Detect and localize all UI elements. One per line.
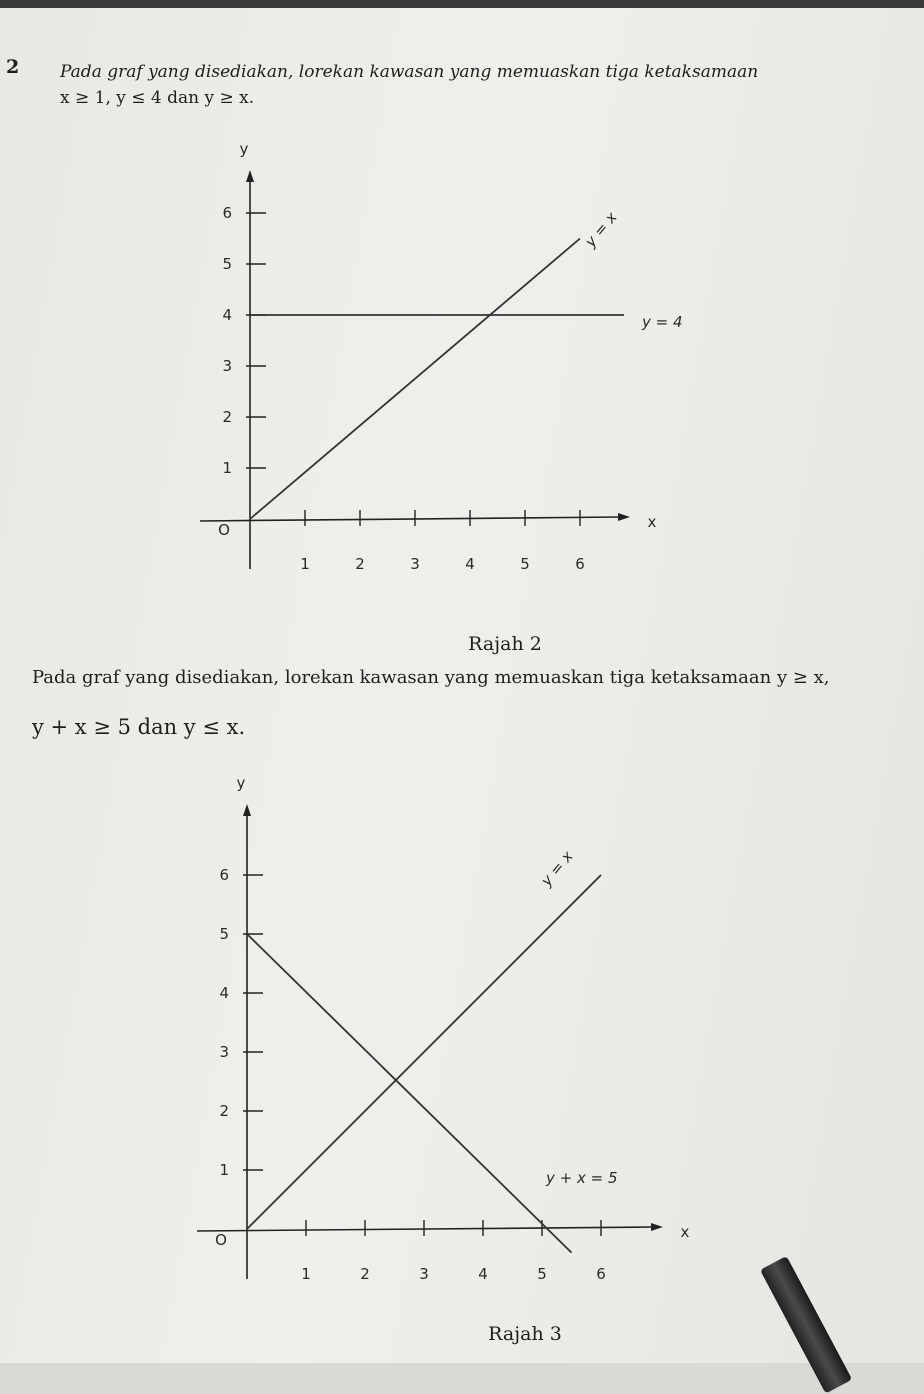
y-axis-arrow [243, 804, 251, 816]
question-part2-line1: Pada graf yang disediakan, lorekan kawasan yang memuaskan tiga ketaksamaan y ≥ x, [32, 667, 830, 688]
x-tick-label: 2 [355, 555, 365, 573]
y-axis-label: y [239, 140, 249, 158]
origin-label: O [218, 521, 230, 539]
y-tick-label: 3 [219, 1043, 229, 1061]
question-part2-line2: y + x ≥ 5 dan y ≤ x. [32, 715, 246, 739]
y-tick-label: 5 [222, 255, 232, 273]
question-number: 2 [6, 56, 20, 78]
origin-label: O [215, 1231, 227, 1249]
line-label: y + x = 5 [546, 1169, 618, 1187]
question-part1-line2: x ≥ 1, y ≤ 4 dan y ≥ x. [60, 88, 255, 108]
caption-rajah-3: Rajah 3 [488, 1323, 562, 1345]
y-tick-label: 5 [219, 925, 229, 943]
x-tick-label: 3 [410, 555, 420, 573]
y-tick-label: 3 [222, 357, 232, 375]
x-axis-arrow [651, 1223, 663, 1231]
x-axis [197, 1227, 653, 1231]
x-tick-label: 4 [478, 1265, 488, 1283]
y-tick-label: 2 [222, 408, 232, 426]
x-axis-label: x [680, 1223, 690, 1241]
y-tick-label: 6 [222, 204, 232, 222]
caption-rajah-2: Rajah 2 [468, 633, 542, 655]
x-tick-label: 1 [300, 555, 310, 573]
y-tick-label: 4 [222, 306, 232, 324]
line-label: y = 4 [642, 313, 683, 331]
x-tick-label: 5 [520, 555, 530, 573]
graph-line [247, 934, 572, 1253]
y-tick-label: 4 [219, 984, 229, 1002]
x-tick-label: 5 [537, 1265, 547, 1283]
x-tick-label: 6 [596, 1265, 606, 1283]
x-tick-label: 3 [419, 1265, 429, 1283]
line-label: y = x [581, 208, 621, 251]
y-axis-label: y [236, 774, 246, 792]
y-tick-label: 1 [222, 459, 232, 477]
y-tick-label: 2 [219, 1102, 229, 1120]
x-tick-label: 1 [301, 1265, 311, 1283]
line-label: y = x [537, 847, 577, 890]
question-part1-line1: Pada graf yang disediakan, lorekan kawasan yang memuaskan tiga ketaksamaan [60, 62, 759, 82]
y-tick-label: 1 [219, 1161, 229, 1179]
x-tick-label: 6 [575, 555, 585, 573]
y-tick-label: 6 [219, 866, 229, 884]
x-tick-label: 2 [360, 1265, 370, 1283]
x-axis-label: x [647, 513, 657, 531]
x-tick-label: 4 [465, 555, 475, 573]
